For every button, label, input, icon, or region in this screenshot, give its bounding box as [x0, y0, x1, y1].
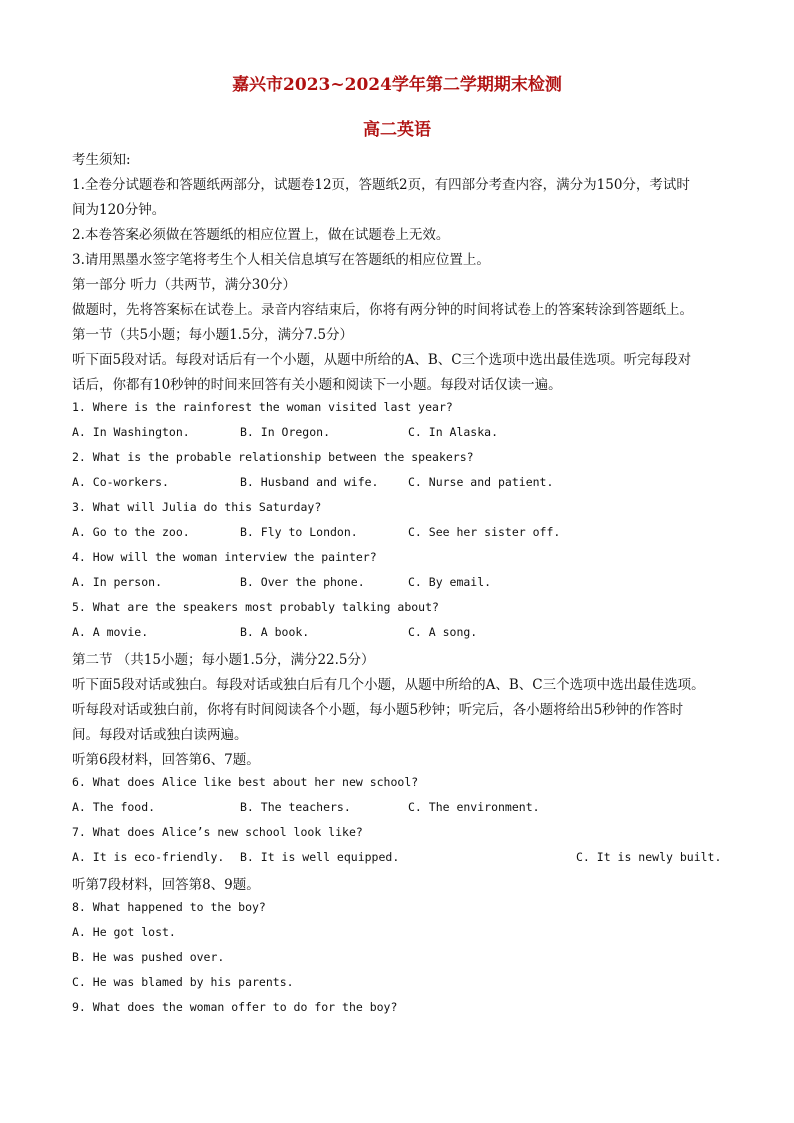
notice-line: 2.本卷答案必须做在答题纸的相应位置上，做在试题卷上无效。	[72, 227, 450, 243]
option-c: C. It is newly built.	[576, 850, 722, 864]
part1-heading: 第一部分 听力（共两节，满分30分）	[72, 277, 296, 293]
option-c: C. In Alaska.	[408, 425, 499, 439]
option-b: B. A book.	[240, 625, 310, 639]
option-b: B. Husband and wife.	[240, 475, 379, 489]
question-1: 1. Where is the rainforest the woman visited last year?	[72, 400, 453, 414]
option-b: B. In Oregon.	[240, 425, 331, 439]
option-a: A. A movie.	[72, 625, 149, 639]
option-a: A. It is eco-friendly.	[72, 850, 225, 864]
option-b: B. Fly to London.	[240, 525, 358, 539]
option-c: C. Nurse and patient.	[408, 475, 554, 489]
material-7-heading: 听第7段材料，回答第8、9题。	[72, 877, 260, 893]
section2-instruction: 间。每段对话或独白读两遍。	[72, 727, 248, 743]
option-b: B. The teachers.	[240, 800, 351, 814]
question-8: 8. What happened to the boy?	[72, 900, 266, 914]
exam-subject: 高二英语	[363, 120, 431, 140]
question-2: 2. What is the probable relationship between the speakers?	[72, 450, 474, 464]
question-6: 6. What does Alice like best about her new school?	[72, 775, 419, 789]
question-9: 9. What does the woman offer to do for the boy?	[72, 1000, 398, 1014]
option-c: C. See her sister off.	[408, 525, 561, 539]
exam-title: 嘉兴市2023~2024学年第二学期期末检测	[232, 75, 562, 95]
notice-line: 3.请用黑墨水签字笔将考生个人相关信息填写在答题纸的相应位置上。	[72, 252, 490, 268]
option-a: A. In Washington.	[72, 425, 190, 439]
question-4: 4. How will the woman interview the painter?	[72, 550, 377, 564]
option-b: B. It is well equipped.	[240, 850, 400, 864]
option-a: A. The food.	[72, 800, 156, 814]
option-a: A. Co-workers.	[72, 475, 169, 489]
part1-intro: 做题时，先将答案标在试卷上。录音内容结束后，你将有两分钟的时间将试卷上的答案转涂到答题纸上。	[72, 302, 693, 318]
question-5: 5. What are the speakers most probably talking about?	[72, 600, 439, 614]
option-a: A. In person.	[72, 575, 163, 589]
option-c: C. By email.	[408, 575, 492, 589]
section2-instruction: 听下面5段对话或独白。每段对话或独白后有几个小题，从题中所给的A、B、C三个选项中选出最佳选项。	[72, 677, 705, 693]
option-c: C. A song.	[408, 625, 478, 639]
section1-heading: 第一节（共5小题；每小题1.5分，满分7.5分）	[72, 327, 354, 343]
section2-heading: 第二节 （共15小题；每小题1.5分，满分22.5分）	[72, 652, 375, 668]
option-b: B. Over the phone.	[240, 575, 365, 589]
section1-instruction: 听下面5段对话。每段对话后有一个小题，从题中所给的A、B、C三个选项中选出最佳选项。听完每段对	[72, 352, 692, 368]
question-7: 7. What does Alice’s new school look like?	[72, 825, 363, 839]
material-6-heading: 听第6段材料，回答第6、7题。	[72, 752, 260, 768]
notice-line: 间为120分钟。	[72, 202, 166, 218]
option-c: C. He was blamed by his parents.	[72, 975, 294, 989]
option-a: A. He got lost.	[72, 925, 176, 939]
section1-instruction: 话后，你都有10秒钟的时间来回答有关小题和阅读下一小题。每段对话仅读一遍。	[72, 377, 562, 393]
option-b: B. He was pushed over.	[72, 950, 225, 964]
option-a: A. Go to the zoo.	[72, 525, 190, 539]
notice-line: 1.全卷分试题卷和答题纸两部分，试题卷12页，答题纸2页，有四部分考查内容，满分为150分，考试时	[72, 177, 690, 193]
notice-heading: 考生须知:	[72, 152, 131, 168]
question-3: 3. What will Julia do this Saturday?	[72, 500, 322, 514]
option-c: C. The environment.	[408, 800, 540, 814]
section2-instruction: 听每段对话或独白前，你将有时间阅读各个小题，每小题5秒钟；听完后，各小题将给出5秒钟的作答时	[72, 702, 684, 718]
